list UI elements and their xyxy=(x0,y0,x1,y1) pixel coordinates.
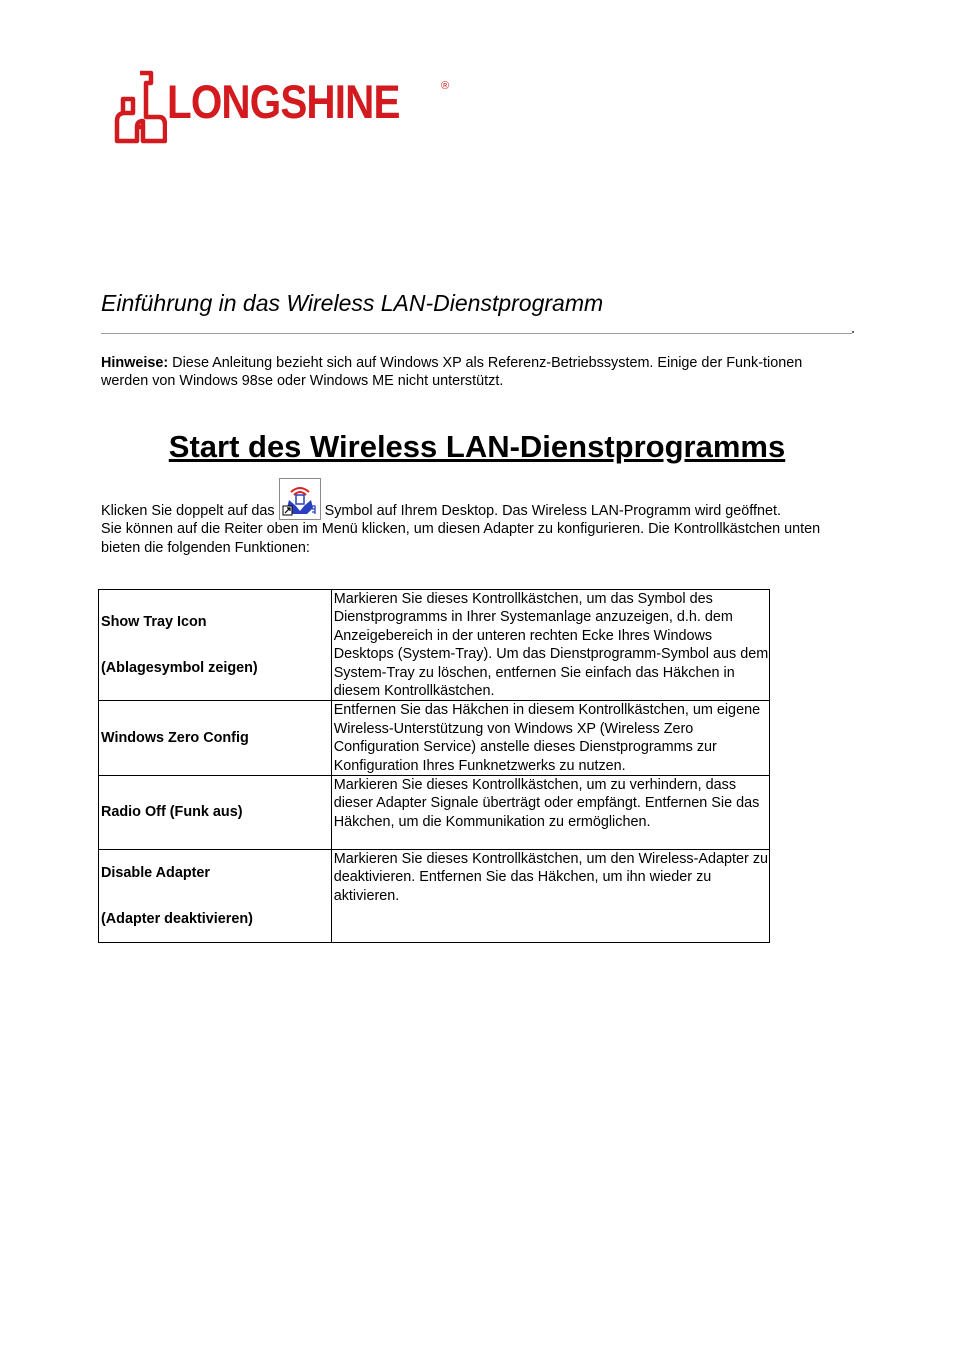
option-name: Disable Adapter xyxy=(101,864,211,881)
registered-mark: ® xyxy=(441,80,450,92)
option-name-de: (Ablagesymbol zeigen) xyxy=(101,660,258,677)
table-row xyxy=(99,850,770,943)
longshine-logo-mark-icon xyxy=(113,69,167,145)
table-cell-description: Markieren Sie dieses Kontrollkästchen, um zu verhindern, dass dieser Adapter Signale überträgt oder empfängt. Entfernen Sie das Häkchen, um die Kommunikation zu ermöglichen. xyxy=(331,776,769,850)
table-cell-name xyxy=(99,850,332,943)
option-name: Windows Zero Config xyxy=(101,730,249,747)
section-title: Einführung in das Wireless LAN-Dienstprogramm xyxy=(101,290,604,316)
table-row xyxy=(99,776,770,850)
main-heading: Start des Wireless LAN-Dienstprogramms xyxy=(168,429,786,464)
table-cell-description: Markieren Sie dieses Kontrollkästchen, um das Symbol des Dienstprogramms in Ihrer Systemanlage anzuzeigen, d.h. dem Anzeigebereich in der unteren rechten Ecke Ihres Windows Desktops (System-Tray). Um das Dienstprogramm-Symbol aus dem System-Tray zu löschen, entfernen Sie einfach das Häkchen in diesem Kontrollkästchen. xyxy=(331,590,769,701)
option-name-de: (Adapter deaktivieren) xyxy=(101,911,253,928)
intro-after-icon: Symbol auf Ihrem Desktop. Das Wireless LAN-Programm wird geöffnet. xyxy=(324,502,782,519)
table-row xyxy=(99,590,770,701)
intro-rest: Sie können auf die Reiter oben im Menü klicken, um diesen Adapter zu konfigurieren. Die Kontrollkästchen unten bieten die folgenden Funktionen: xyxy=(101,521,821,556)
table-cell-description: Markieren Sie dieses Kontrollkästchen, um den Wireless-Adapter zu deaktivieren. Entfernen Sie das Häkchen, um ihn wieder zu aktivieren. xyxy=(331,850,769,943)
option-name: Show Tray Icon xyxy=(101,613,207,630)
divider xyxy=(101,333,852,334)
intro-paragraph xyxy=(101,476,861,557)
brand-logo xyxy=(110,66,455,148)
table-row xyxy=(99,701,770,776)
note-paragraph xyxy=(101,354,851,390)
brand-name: LONGSHINE xyxy=(167,75,400,128)
option-name: Radio Off (Funk aus) xyxy=(101,804,243,821)
table-cell-name xyxy=(99,590,332,701)
intro-before-icon: Klicken Sie doppelt auf das xyxy=(101,502,275,519)
table-cell-name xyxy=(99,701,332,776)
table-cell-name xyxy=(99,776,332,850)
wireless-utility-desktop-icon xyxy=(279,478,321,520)
note-text: Diese Anleitung bezieht sich auf Windows XP als Referenz-Betriebssystem. Einige der Funk-tionen werden von Windows 98se oder Windows ME nicht unterstützt. xyxy=(101,355,803,389)
divider-end xyxy=(852,331,854,333)
functions-table xyxy=(98,589,770,943)
table-cell-description: Entfernen Sie das Häkchen in diesem Kontrollkästchen, um eigene Wireless-Unterstützung von Windows XP (Wireless Zero Configuration Service) anstelle dieses Dienstprogramms zur Konfiguration Ihres Funknetzwerks zu nutzen. xyxy=(331,701,769,776)
note-label: Hinweise: xyxy=(101,355,169,371)
